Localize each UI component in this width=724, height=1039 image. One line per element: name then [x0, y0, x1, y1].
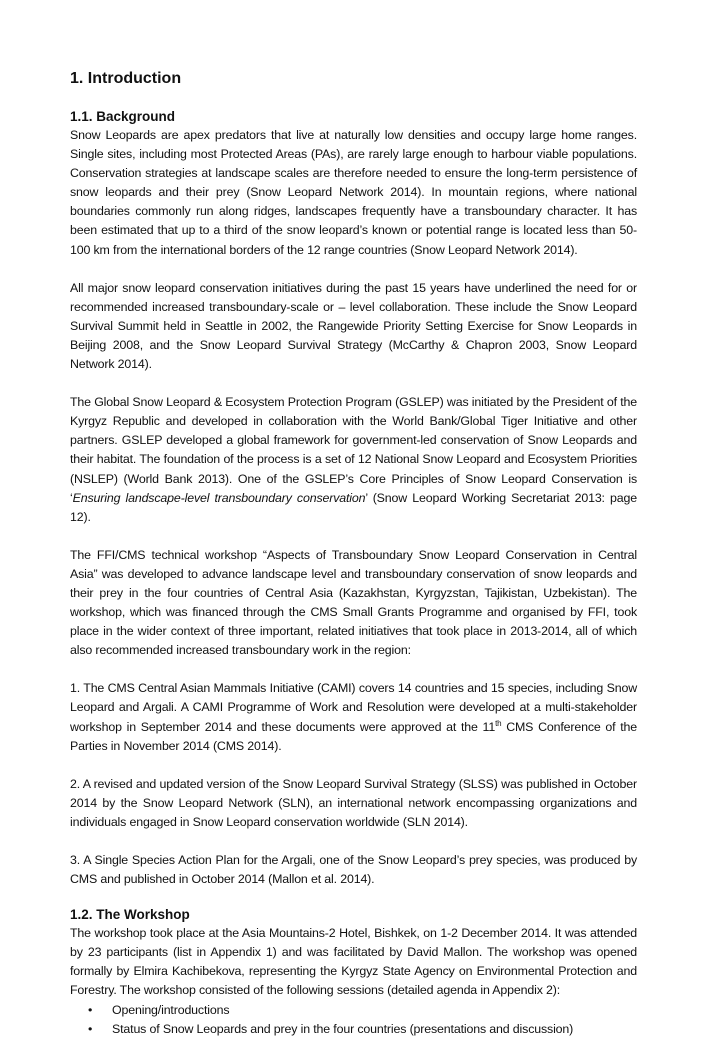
- subsection-heading-background: 1.1. Background: [70, 109, 176, 124]
- text: 1. The CMS Central Asian Mammals Initiative (CAMI) covers 14 countries and 15 species, including Snow Leopard and Argali. A CAMI Programme of Work and Resolution were developed at a multi-stakeholder workshop in September 2014 and these documents were approved at the 11: [70, 681, 637, 734]
- paragraph-background-2: All major snow leopard conservation initiatives during the past 15 years have underlined the need for or recommended increased transboundary-scale or – level collaboration. These include the Snow Leopard Survival Summit held in Seattle in 2002, the Rangewide Priority Setting Exercise for Snow Leopards in Beijing 2008, and the Snow Leopard Survival Strategy (McCarthy & Chapron 2003, Snow Leopard Network 2014).: [70, 280, 637, 372]
- paragraph-background-1: Snow Leopards are apex predators that live at naturally low densities and occupy large home ranges. Single sites, including most Protected Areas (PAs), are rarely large enough to harbour viable populations. Conservation strategies at landscape scales are therefore needed to ensure the long-term persistence of snow leopards and their prey (Snow Leopard Network 2014). In mountain regions, where national boundaries commonly run along ridges, landscapes frequently have a transboundary character. It has been estimated that up to a third of the snow leopard’s known or potential range is located less than 50-100 km from the international borders of the 12 range countries (Snow Leopard Network 2014).: [70, 128, 637, 257]
- section-heading-introduction: 1. Introduction: [70, 70, 182, 87]
- bullet-icon: •: [88, 1002, 93, 1017]
- list-item-text: Opening/introductions: [112, 1002, 230, 1017]
- list-item-text: Status of Snow Leopards and prey in the four countries (presentations and discussion): [112, 1021, 574, 1036]
- superscript: th: [495, 718, 502, 728]
- session-list: [70, 1001, 637, 1039]
- initiative-item-2: 2. A revised and updated version of the Snow Leopard Survival Strategy (SLSS) was published in October 2014 by the Snow Leopard Network (SLN), an international network encompassing organizations and individuals engaged in Snow Leopard conservation worldwide (SLN 2014).: [70, 776, 637, 829]
- paragraph-workshop-context: The FFI/CMS technical workshop “Aspects of Transboundary Snow Leopard Conservation in Central Asia” was developed to advance landscape level and transboundary conservation of snow leopards and their prey in the four countries of Central Asia (Kazakhstan, Kyrgyzstan, Tajikistan, Uzbekistan). The workshop, which was financed through the CMS Small Grants Programme and organised by FFI, took place in the wider context of three important, related initiatives that took place in 2013-2014, all of which also recommended increased transboundary work in the region:: [70, 547, 637, 658]
- text: ’ (Snow Leopard Working Secretariat 2013: page 12).: [70, 490, 637, 524]
- text: The Global Snow Leopard & Ecosystem Protection Program (GSLEP) was initiated by the President of the Kyrgyz Republic and developed in collaboration with the World Bank/Global Tiger Initiative and other partners. GSLEP developed a global framework for government-led conservation of Snow Leopards and their habitat. The foundation of the process is a set of 12 National Snow Leopard and Ecosystem Priorities (NSLEP) (World Bank 2013). One of the GSLEP’s Core Principles of Snow Leopard Conservation is ‘: [70, 395, 637, 505]
- italic-quote: Ensuring landscape-level transboundary conservation: [72, 490, 366, 505]
- list-item: [70, 1001, 637, 1020]
- text: CMS Conference of the Parties in November 2014 (CMS 2014).: [70, 719, 637, 753]
- initiative-item-1: [70, 679, 637, 755]
- list-item: [70, 1020, 637, 1039]
- paragraph-gslep: [70, 393, 637, 527]
- paragraph-workshop: The workshop took place at the Asia Mountains-2 Hotel, Bishkek, on 1-2 December 2014. It was attended by 23 participants (list in Appendix 1) and was facilitated by David Mallon. The workshop was opened formally by Elmira Kachibekova, representing the Kyrgyz State Agency on Environmental Protection and Forestry. The workshop consisted of the following sessions (detailed agenda in Appendix 2):: [70, 926, 637, 998]
- initiative-item-3: 3. A Single Species Action Plan for the Argali, one of the Snow Leopard’s prey species, was produced by CMS and published in October 2014 (Mallon et al. 2014).: [70, 853, 637, 887]
- subsection-heading-workshop: 1.2. The Workshop: [70, 907, 190, 923]
- bullet-icon: •: [88, 1021, 93, 1036]
- document-page: [70, 68, 637, 1039]
